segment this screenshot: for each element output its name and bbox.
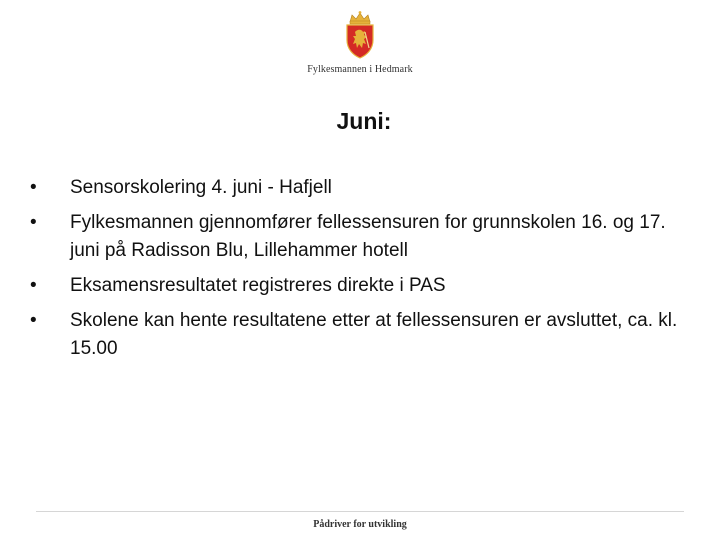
bullet-text: Skolene kan hente resultatene etter at fellessensuren er avsluttet, ca. kl. 15.00	[70, 310, 678, 359]
list-item	[30, 307, 690, 363]
bullet-text: Eksamensresultatet registreres direkte i PAS	[70, 275, 446, 296]
bullet-icon: •	[30, 177, 37, 198]
bullet-text: Sensorskolering 4. juni - Hafjell	[70, 177, 332, 198]
footer-divider	[36, 511, 684, 512]
header-logo	[304, 10, 416, 82]
list-item	[30, 209, 690, 265]
list-item	[30, 272, 690, 300]
list-item	[30, 174, 690, 202]
slide-title: Juni:	[336, 108, 392, 134]
bullet-icon: •	[30, 310, 37, 331]
bullet-list	[30, 174, 690, 370]
bullet-icon: •	[30, 212, 37, 233]
bullet-icon: •	[30, 275, 37, 296]
org-name: Fylkesmannen i Hedmark	[307, 64, 413, 75]
bullet-text: Fylkesmannen gjennomfører fellessensuren for grunnskolen 16. og 17. juni på Radisson Blu, Lillehammer hotell	[70, 212, 666, 261]
footer-tagline: Pådriver for utvikling	[313, 519, 407, 530]
norwegian-coat-of-arms-icon	[340, 10, 380, 60]
